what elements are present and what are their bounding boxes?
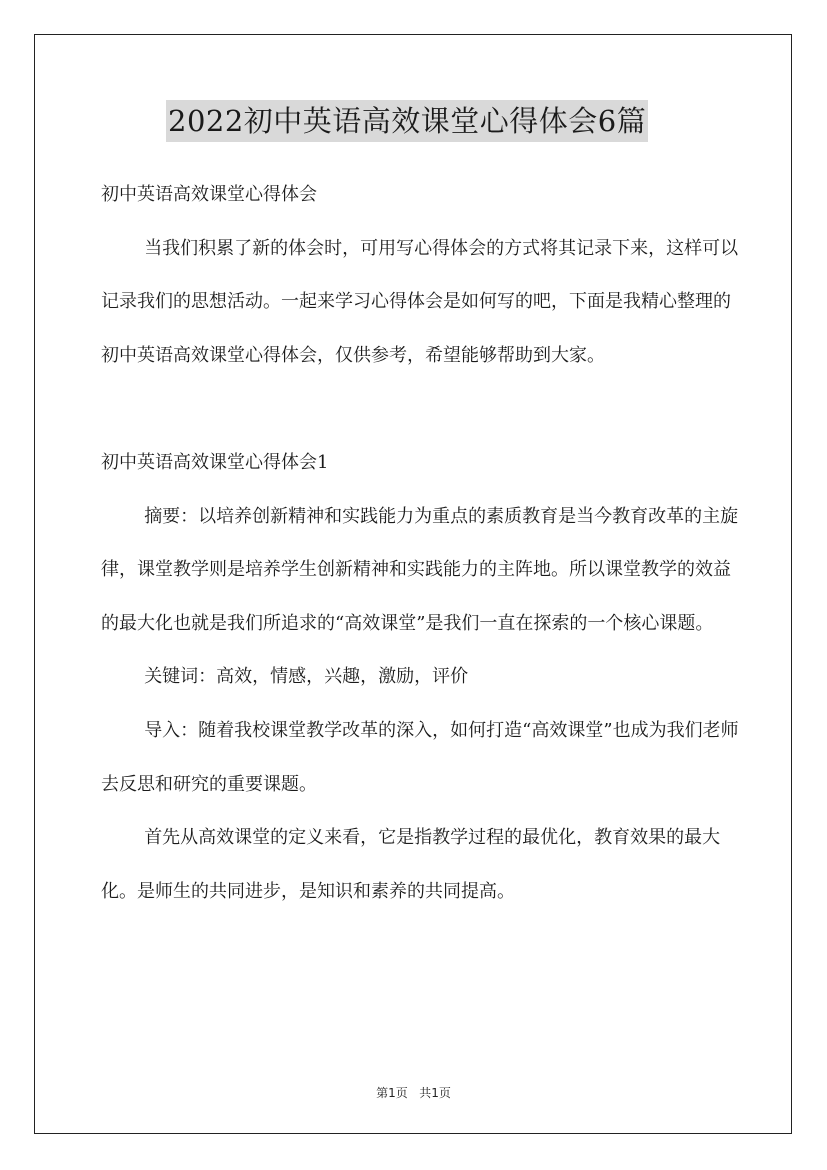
page-total: 共1页 xyxy=(419,1086,451,1100)
lead-in-paragraph: 导入：随着我校课堂教学改革的深入，如何打造“高效课堂”也成为我们老师去反思和研究的重要课题。 xyxy=(101,719,739,795)
intro-paragraph: 当我们积累了新的体会时，可用写心得体会的方式将其记录下来，这样可以记录我们的思想活动。一起来学习心得体会是如何写的吧，下面是我精心整理的初中英语高效课堂心得体会，仅供参考，希望能够帮助到大家。 xyxy=(101,237,739,366)
page-footer xyxy=(0,1084,827,1101)
document-title: 2022初中英语高效课堂心得体会6篇 xyxy=(166,100,648,142)
blank-line xyxy=(101,382,741,436)
section-heading-1: 初中英语高效课堂心得体会1 xyxy=(101,451,329,473)
definition-paragraph: 首先从高效课堂的定义来看，它是指教学过程的最优化，教育效果的最大化。是师生的共同进步，是知识和素养的共同提高。 xyxy=(101,827,721,902)
keywords-paragraph: 关键词：高效，情感，兴趣，激励，评价 xyxy=(144,666,469,688)
page-number: 第1页 xyxy=(376,1086,408,1100)
document-body xyxy=(101,168,741,918)
abstract-paragraph: 摘要：以培养创新精神和实践能力为重点的素质教育是当今教育改革的主旋律，课堂教学则是培养学生创新精神和实践能力的主阵地。所以课堂教学的效益的最大化也就是我们所追求的“高效课堂”是我们一直在探索的一个核心课题。 xyxy=(101,505,739,634)
footer-gap xyxy=(408,1086,419,1100)
section-heading: 初中英语高效课堂心得体会 xyxy=(101,184,317,205)
